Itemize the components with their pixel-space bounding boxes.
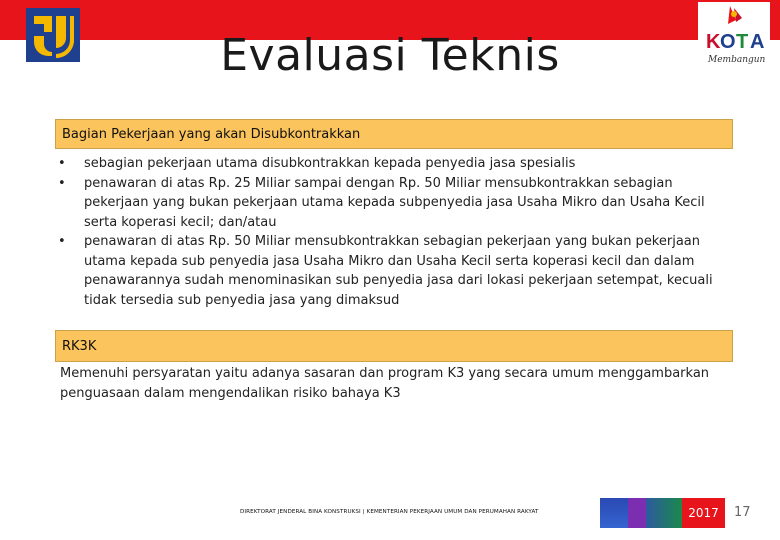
svg-text:K: K [706, 31, 721, 53]
list-item: • penawaran di atas Rp. 25 Miliar sampai dengan Rp. 50 Miliar mensubkontrakkan sebagian pekerjaan yang bukan pekerjaan utama kepada subpenyedia jasa Usaha Mikro dan Usaha Kecil serta koperasi kecil; dan/atau [58, 174, 734, 233]
bullet-icon: • [58, 234, 66, 249]
bullet-icon: • [58, 175, 66, 191]
subkontrak-bullet-list [58, 154, 734, 310]
footer-year: 2017 [682, 498, 725, 528]
bullet-icon: • [58, 156, 66, 171]
list-item: • penawaran di atas Rp. 50 Miliar mensubkontrakkan sebagian pekerjaan yang bukan pekerjaan utama kepada sub penyedia jasa Usaha Mikro dan Usaha Kecil serta koperasi kecil dan dalam penawarannya sudah menominasikan sub penyedia jasa dari lokasi pekerjaan setempat, kecuali tidak tersedia sub penyedia jasa yang dimaksud [58, 232, 734, 310]
rk3k-description: Memenuhi persyaratan yaitu adanya sasaran dan program K3 yang secara umum menggambarkan penguasaan dalam mengendalikan risiko bahaya K3 [60, 366, 710, 401]
page-title: Evaluasi Teknis [220, 30, 560, 81]
list-item: • sebagian pekerjaan utama disubkontrakkan kepada penyedia jasa spesialis [58, 154, 734, 174]
section-heading-subkontrak: Bagian Pekerjaan yang akan Disubkontrakkan [55, 119, 733, 149]
svg-text:O: O [720, 31, 736, 53]
svg-text:T: T [736, 31, 749, 53]
page-number: 17 [734, 505, 751, 520]
svg-text:Membangun: Membangun [708, 55, 766, 65]
footer-color-bar [600, 498, 725, 528]
footer-caption: DIREKTORAT JENDERAL BINA KONSTRUKSI | KEMENTERIAN PEKERJAAN UMUM DAN PERUMAHAN RAKYAT [240, 509, 539, 515]
svg-text:A: A [750, 31, 765, 53]
section-heading-rk3k: RK3K [55, 330, 733, 362]
